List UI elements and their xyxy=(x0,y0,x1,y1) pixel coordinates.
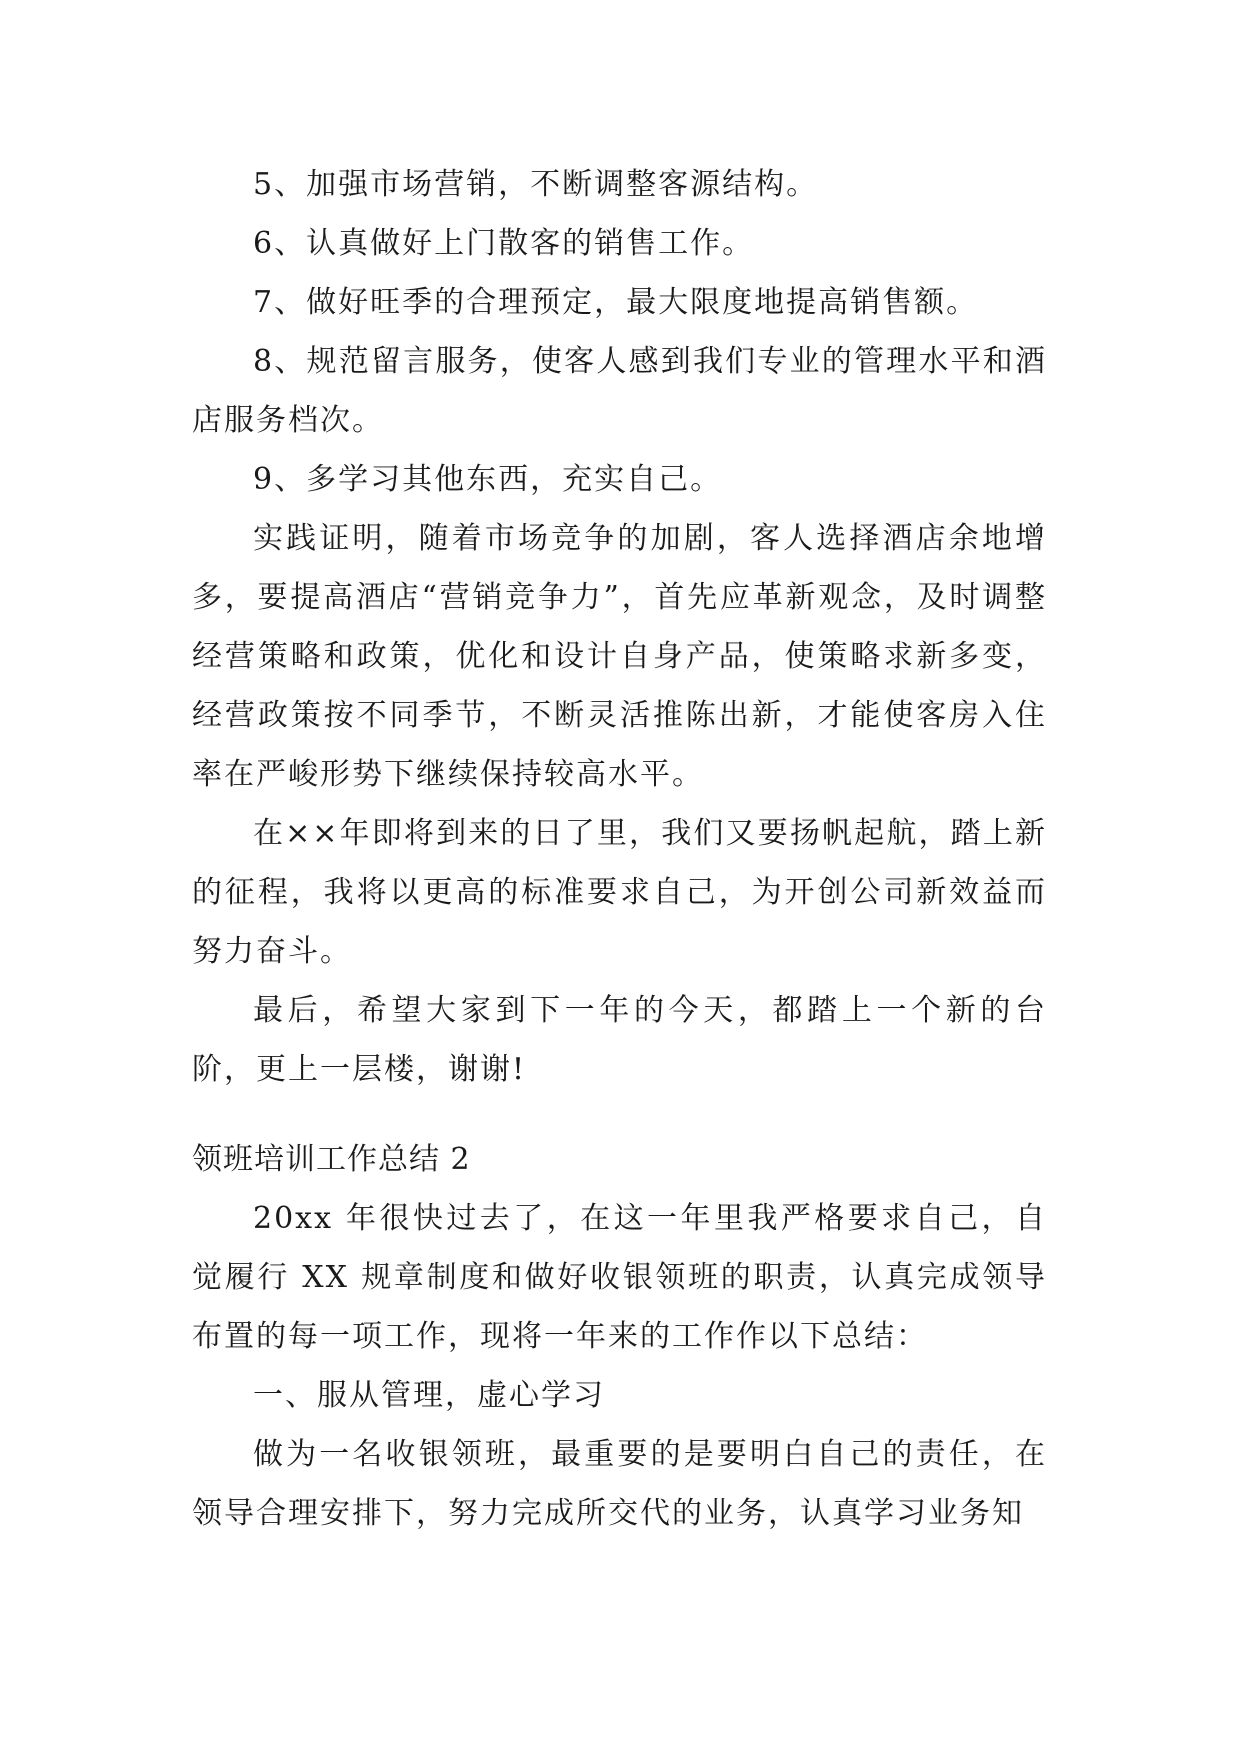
list-item-9: 9、多学习其他东西，充实自己。 xyxy=(253,462,723,497)
paragraph-practice: 实践证明，随着市场竞争的加剧，客人选择酒店余地增多，要提高酒店“营销竞争力”，首先应革新观念，及时调整经营策略和政策，优化和设计自身产品，使策略求新多变，经营政策按不同季节，不断灵活推陈出新，才能使客房入住率在严峻形势下继续保持较高水平。 xyxy=(192,521,1047,792)
list-item-7: 7、做好旺季的合理预定，最大限度地提高销售额。 xyxy=(253,285,979,320)
paragraph-new-year: 在××年即将到来的日了里，我们又要扬帆起航，踏上新的征程，我将以更高的标准要求自己，为开创公司新效益而努力奋斗。 xyxy=(192,816,1047,969)
list-item-8: 8、规范留言服务，使客人感到我们专业的管理水平和酒店服务档次。 xyxy=(192,344,1047,438)
list-item-6: 6、认真做好上门散客的销售工作。 xyxy=(253,226,755,261)
list-item-5: 5、加强市场营销，不断调整客源结构。 xyxy=(253,167,819,202)
subheading-obey-management: 一、服从管理，虚心学习 xyxy=(253,1378,605,1413)
paragraph-closing: 最后，希望大家到下一年的今天，都踏上一个新的台阶，更上一层楼，谢谢! xyxy=(192,993,1047,1087)
paragraph-intro: 20xx 年很快过去了，在这一年里我严格要求自己，自觉履行 XX 规章制度和做好收银领班的职责，认真完成领导布置的每一项工作，现将一年来的工作作以下总结： xyxy=(192,1201,1047,1354)
section-heading: 领班培训工作总结 2 xyxy=(192,1142,471,1177)
paragraph-cashier-lead: 做为一名收银领班，最重要的是要明白自己的责任，在领导合理安排下，努力完成所交代的业务，认真学习业务知 xyxy=(192,1437,1047,1531)
document-body xyxy=(192,155,1047,1543)
